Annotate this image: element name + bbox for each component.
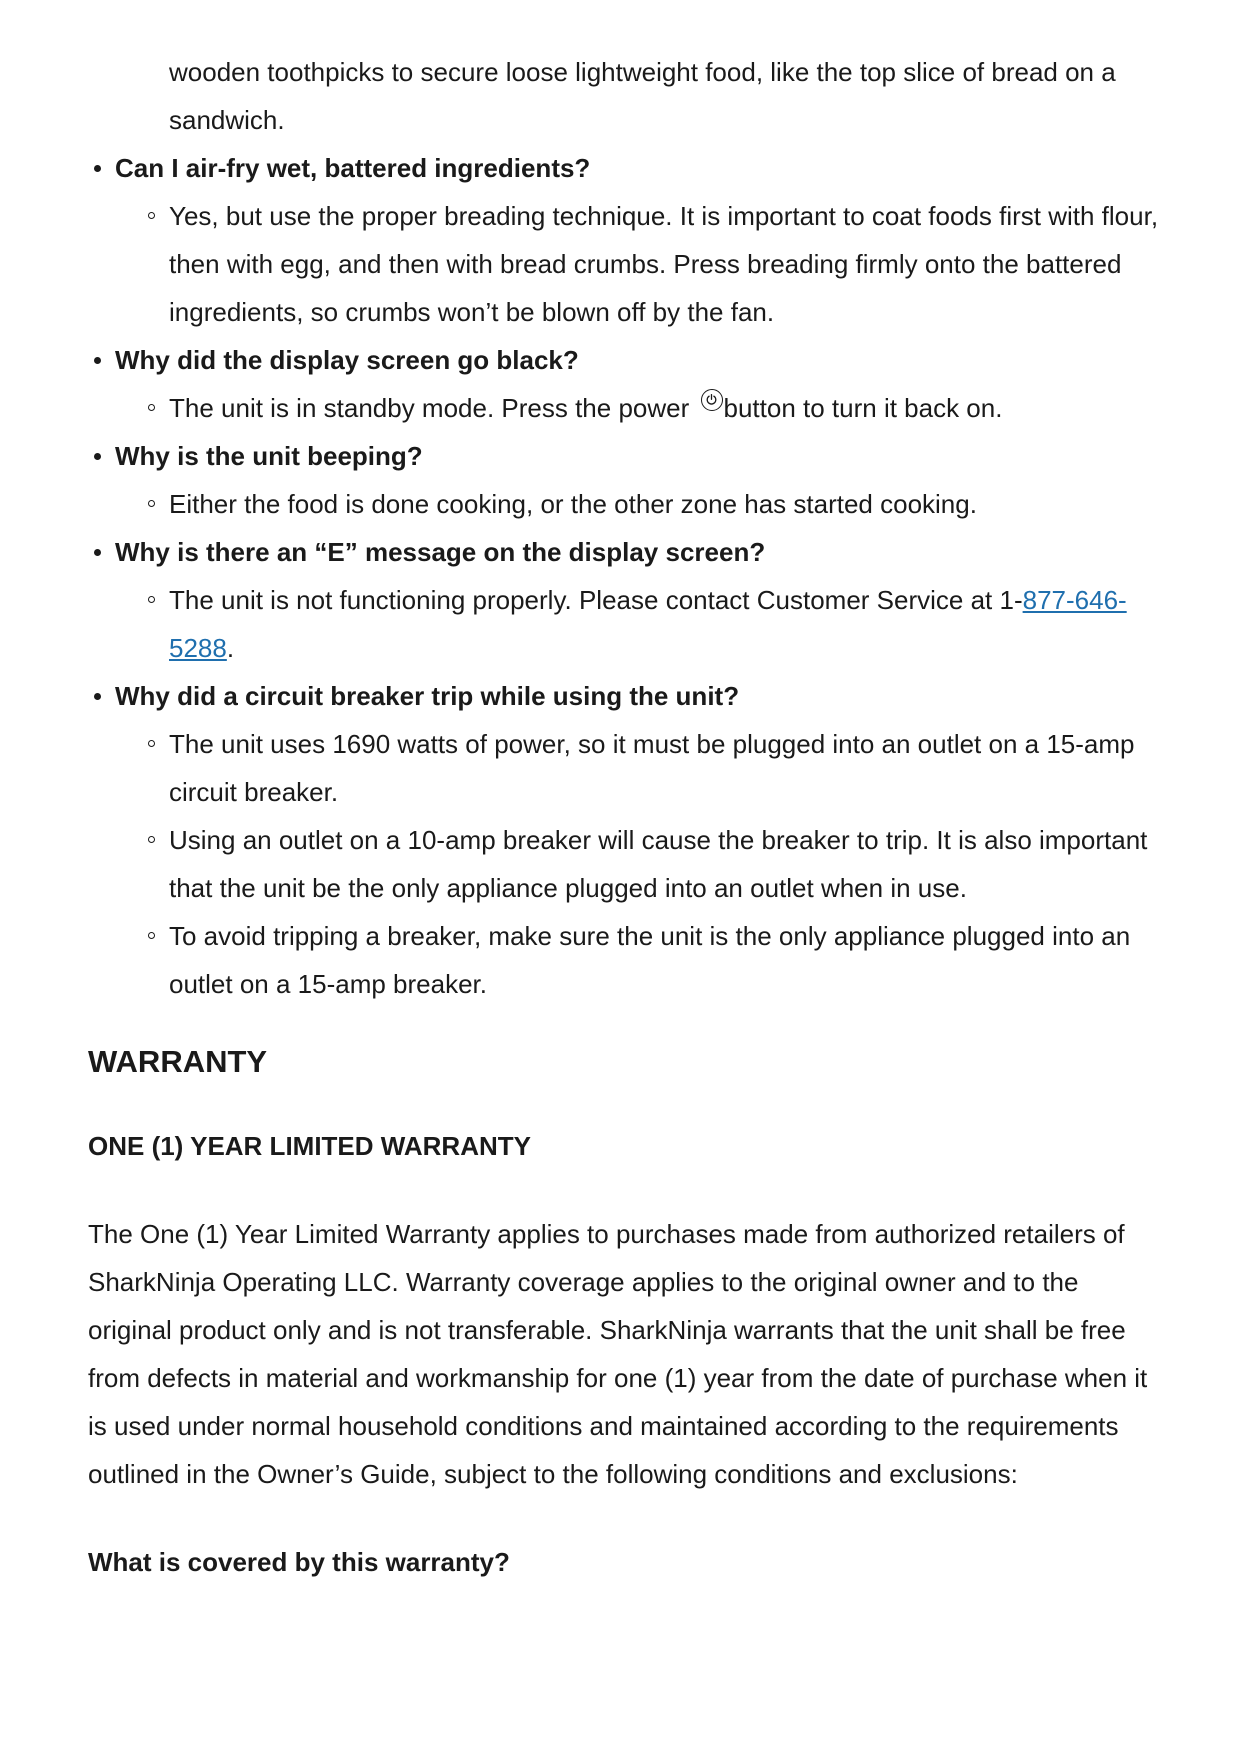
faq-answer: Either the food is done cooking, or the other zone has started cooking. [142, 480, 1163, 528]
faq-answer: Using an outlet on a 10-amp breaker will cause the breaker to trip. It is also important that the unit be the only appliance plugged into an outlet when in use. [142, 816, 1163, 912]
faq-item [88, 144, 1163, 336]
faq-question: Why did a circuit breaker trip while using the unit? [115, 681, 740, 711]
warranty-covered-question: What is covered by this warranty? [88, 1547, 510, 1577]
faq-answer [142, 576, 1163, 672]
warranty-subheading: ONE (1) YEAR LIMITED WARRANTY [88, 1131, 531, 1161]
warranty-heading: WARRANTY [88, 1044, 268, 1079]
continued-answer-text: wooden toothpicks to secure loose lightweight food, like the top slice of bread on a sandwich. [169, 57, 1116, 135]
faq-item [88, 672, 1163, 1008]
faq-list [88, 144, 1163, 1008]
faq-answers [115, 192, 1163, 336]
faq-item [88, 336, 1163, 432]
warranty-paragraph: The One (1) Year Limited Warranty applies to purchases made from authorized retailers of SharkNinja Operating LLC. Warranty coverage applies to the original owner and to the original product only and is not transferable. SharkNinja warrants that the unit shall be free from defects in material and workmanship for one (1) year from the date of purchase when it is used under normal household conditions and maintained according to the requirements outlined in the Owner’s Guide, subject to the following conditions and exclusions: [88, 1219, 1148, 1489]
faq-question: Why did the display screen go black? [115, 345, 579, 375]
faq-answer [142, 384, 1163, 432]
answer-end: . [226, 633, 235, 663]
faq-item [88, 432, 1163, 528]
answer-text: The unit is not functioning properly. Please contact Customer Service at 1- [169, 585, 1023, 615]
answer-text-before-icon: The unit is in standby mode. Press the power [169, 393, 697, 423]
faq-answers [115, 720, 1163, 1008]
faq-answers [115, 576, 1163, 672]
faq-answer: The unit uses 1690 watts of power, so it must be plugged into an outlet on a 15-amp circuit breaker. [142, 720, 1163, 816]
faq-answer: To avoid tripping a breaker, make sure the unit is the only appliance plugged into an outlet on a 15-amp breaker. [142, 912, 1163, 1008]
document-page [88, 48, 1163, 1586]
faq-question: Can I air-fry wet, battered ingredients? [115, 153, 591, 183]
faq-item [88, 528, 1163, 672]
faq-answers [115, 384, 1163, 432]
answer-text-after-icon: button to turn it back on. [723, 393, 1003, 423]
faq-question: Why is there an “E” message on the display screen? [115, 537, 766, 567]
faq-answers [115, 480, 1163, 528]
faq-answer: Yes, but use the proper breading technique. It is important to coat foods first with flour, then with egg, and then with bread crumbs. Press breading firmly onto the battered ingredients, so crumbs won’t be blown off by the fan. [142, 192, 1163, 336]
faq-question: Why is the unit beeping? [115, 441, 423, 471]
customer-service-phone-link[interactable]: 877-646-5288 [169, 585, 1127, 663]
power-icon [701, 389, 723, 411]
